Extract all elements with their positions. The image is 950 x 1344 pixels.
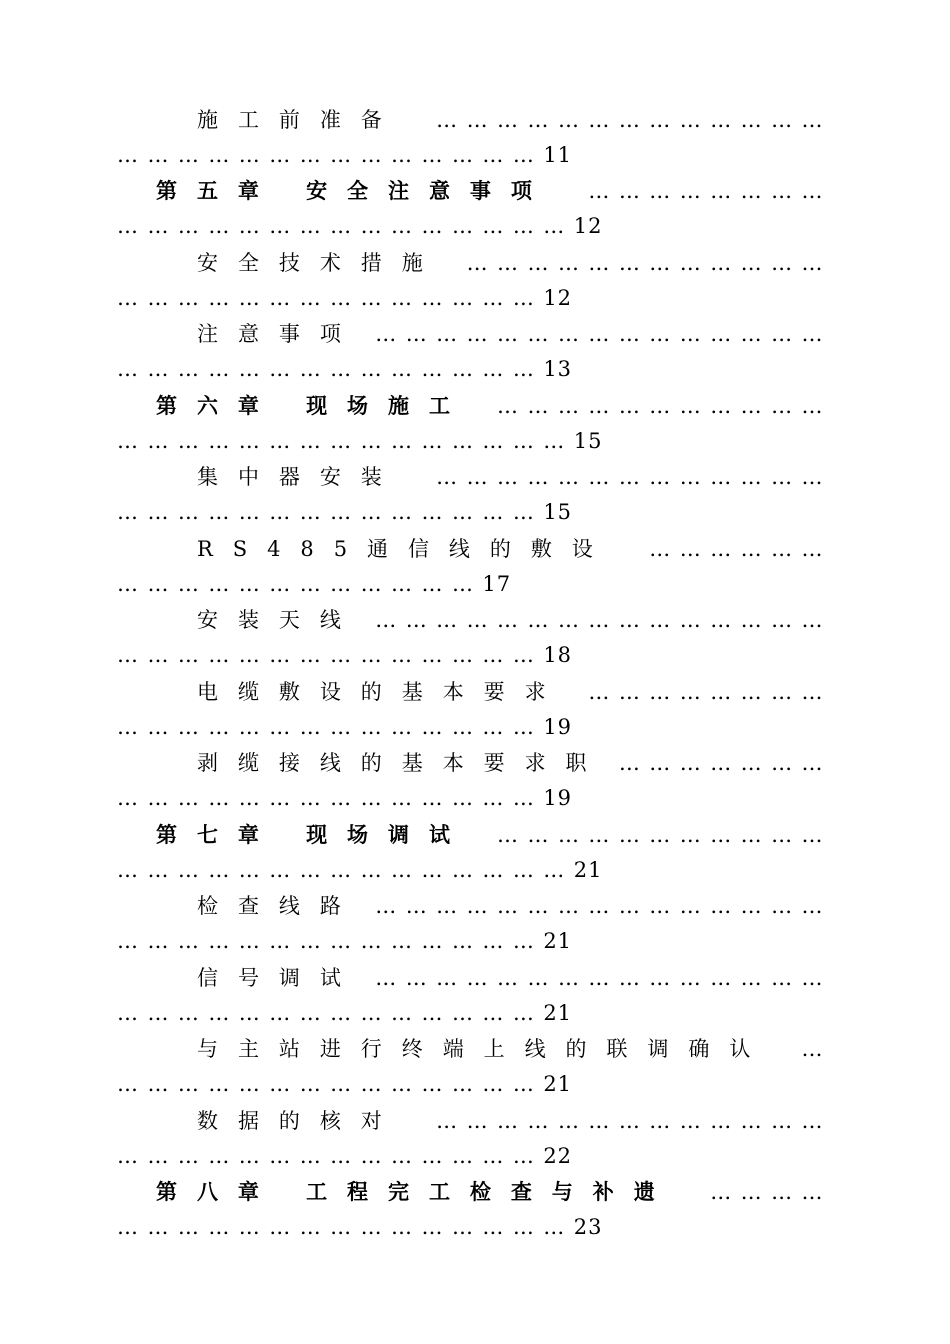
toc-entry-line1 (197, 321, 361, 347)
toc-section-entry[interactable] (0, 107, 950, 179)
toc-page-number: 12 (573, 214, 603, 238)
toc-section-entry[interactable] (0, 1108, 950, 1180)
toc-dot-leader: …………………………… (497, 394, 832, 418)
toc-page-number: 21 (543, 929, 573, 953)
toc-entry-title: 第八章 工程完工检查与补遗 (156, 1179, 675, 1204)
toc-dot-leader-continued: ……………………………… (117, 572, 483, 596)
toc-entry-line2 (117, 285, 572, 311)
toc-entry-line2 (117, 928, 572, 954)
toc-entry-title: 第七章 现场调试 (156, 822, 470, 847)
toc-dot-leader-continued: …………………………………… (117, 1072, 544, 1096)
toc-entry-title: 信号调试 (197, 966, 361, 990)
toc-entry-line2 (117, 1143, 572, 1169)
toc-entry-line2 (117, 1214, 602, 1240)
toc-entry-line1 (197, 607, 361, 633)
toc-dot-leader-continued: …………………………………… (117, 143, 544, 167)
toc-dot-leader: …………………… (588, 179, 832, 203)
toc-dot-leader: ……………………………………… (375, 966, 832, 990)
toc-entry-line1 (197, 107, 402, 133)
toc-entry-title: 与主站进行终端上线的联调确认 (197, 1037, 771, 1061)
toc-entry-line1 (197, 679, 566, 705)
toc-dot-leader: …………………… (588, 680, 832, 704)
toc-dot-leader-continued: …………………………………… (117, 286, 544, 310)
toc-section-entry[interactable] (0, 679, 950, 751)
toc-entry-line1 (197, 1108, 402, 1134)
toc-dot-leader: ………… (710, 1180, 832, 1204)
toc-page-number: 21 (543, 1001, 573, 1025)
toc-entry-line2 (117, 356, 572, 382)
toc-section-entry[interactable] (0, 607, 950, 679)
toc-entry-line1 (156, 1179, 675, 1205)
toc-dot-leader-continued: ……………………………………… (117, 1215, 574, 1239)
toc-page-number: 21 (573, 858, 603, 882)
toc-entry-title: 安全技术措施 (197, 251, 443, 275)
toc-dot-leader-continued: …………………………………… (117, 786, 544, 810)
toc-section-entry[interactable] (0, 750, 950, 822)
toc-entry-line2 (117, 642, 572, 668)
toc-entry-line2 (117, 428, 602, 454)
toc-entry-line1 (156, 822, 470, 848)
toc-dot-leader: ……………………………………… (375, 608, 832, 632)
toc-dot-leader: ………………… (618, 751, 832, 775)
toc-entry-line2 (117, 1071, 572, 1097)
toc-page-number: 19 (543, 715, 573, 739)
toc-page-number: 23 (573, 1215, 603, 1239)
toc-entry-line1 (197, 965, 361, 991)
toc-dot-leader: ……………… (649, 537, 832, 561)
toc-dot-leader: ………………………………… (436, 1109, 832, 1133)
toc-entry-line1 (197, 464, 402, 490)
toc-dot-leader: ………………………………… (436, 465, 832, 489)
toc-entry-line2 (117, 857, 602, 883)
toc-dot-leader-continued: …………………………………… (117, 1001, 544, 1025)
toc-dot-leader-continued: …………………………………… (117, 643, 544, 667)
toc-dot-leader: ……………………………………… (375, 322, 832, 346)
toc-entry-line2 (117, 785, 572, 811)
toc-dot-leader: ……………………………………… (375, 894, 832, 918)
toc-page-number: 21 (543, 1072, 573, 1096)
toc-dot-leader-continued: …………………………………… (117, 500, 544, 524)
toc-entry-title: 第六章 现场施工 (156, 393, 470, 418)
toc-entry-title: 安装天线 (197, 608, 361, 632)
toc-dot-leader: … (801, 1037, 832, 1061)
toc-dot-leader-continued: ……………………………………… (117, 858, 574, 882)
toc-entry-title: 注意事项 (197, 322, 361, 346)
toc-section-entry[interactable] (0, 321, 950, 393)
toc-entry-line1 (156, 393, 470, 419)
toc-page-number: 15 (573, 429, 603, 453)
toc-entry-line2 (117, 571, 511, 597)
toc-chapter-entry[interactable] (0, 1179, 950, 1251)
toc-dot-leader: ……………………………… (466, 251, 832, 275)
toc-entry-title: 剥缆接线的基本要求职 (197, 751, 607, 775)
toc-entry-line1 (197, 1036, 770, 1062)
toc-page-number: 15 (543, 500, 573, 524)
toc-page-number: 11 (543, 143, 573, 167)
toc-entry-title: 第五章 安全注意事项 (156, 178, 552, 203)
toc-page-number: 12 (543, 286, 573, 310)
toc-entry-line1 (156, 178, 552, 204)
toc-page-number: 22 (543, 1144, 573, 1168)
toc-section-entry[interactable] (0, 536, 950, 608)
toc-entry-title: RS485通信线的敷设 (197, 537, 613, 561)
toc-page-number: 17 (482, 572, 512, 596)
toc-dot-leader: ………………………………… (436, 108, 832, 132)
toc-entry-line1 (197, 250, 443, 276)
toc-page-number: 19 (543, 786, 573, 810)
toc-dot-leader-continued: ……………………………………… (117, 429, 574, 453)
toc-entry-title: 电缆敷设的基本要求 (197, 680, 566, 704)
toc-entry-line2 (117, 499, 572, 525)
toc-dot-leader-continued: …………………………………… (117, 1144, 544, 1168)
toc-entry-line2 (117, 142, 572, 168)
toc-entry-line2 (117, 1000, 572, 1026)
toc-dot-leader: …………………………… (497, 823, 832, 847)
toc-chapter-entry[interactable] (0, 393, 950, 465)
toc-entry-title: 集中器安装 (197, 465, 402, 489)
toc-section-entry[interactable] (0, 1036, 950, 1108)
toc-section-entry[interactable] (0, 893, 950, 965)
toc-section-entry[interactable] (0, 965, 950, 1037)
toc-entry-line2 (117, 714, 572, 740)
toc-chapter-entry[interactable] (0, 822, 950, 894)
toc-dot-leader-continued: …………………………………… (117, 357, 544, 381)
toc-dot-leader-continued: …………………………………… (117, 715, 544, 739)
toc-section-entry[interactable] (0, 250, 950, 322)
toc-dot-leader-continued: ……………………………………… (117, 214, 574, 238)
toc-page-number: 13 (543, 357, 573, 381)
toc-dot-leader-continued: …………………………………… (117, 929, 544, 953)
toc-chapter-entry[interactable] (0, 178, 950, 250)
toc-entry-line1 (197, 750, 607, 776)
toc-entry-line1 (197, 536, 613, 562)
toc-page-number: 18 (543, 643, 573, 667)
toc-entry-line2 (117, 213, 602, 239)
toc-entry-title: 施工前准备 (197, 108, 402, 132)
toc-entry-line1 (197, 893, 361, 919)
toc-section-entry[interactable] (0, 464, 950, 536)
toc-entry-title: 检查线路 (197, 894, 361, 918)
toc-entry-title: 数据的核对 (197, 1109, 402, 1133)
